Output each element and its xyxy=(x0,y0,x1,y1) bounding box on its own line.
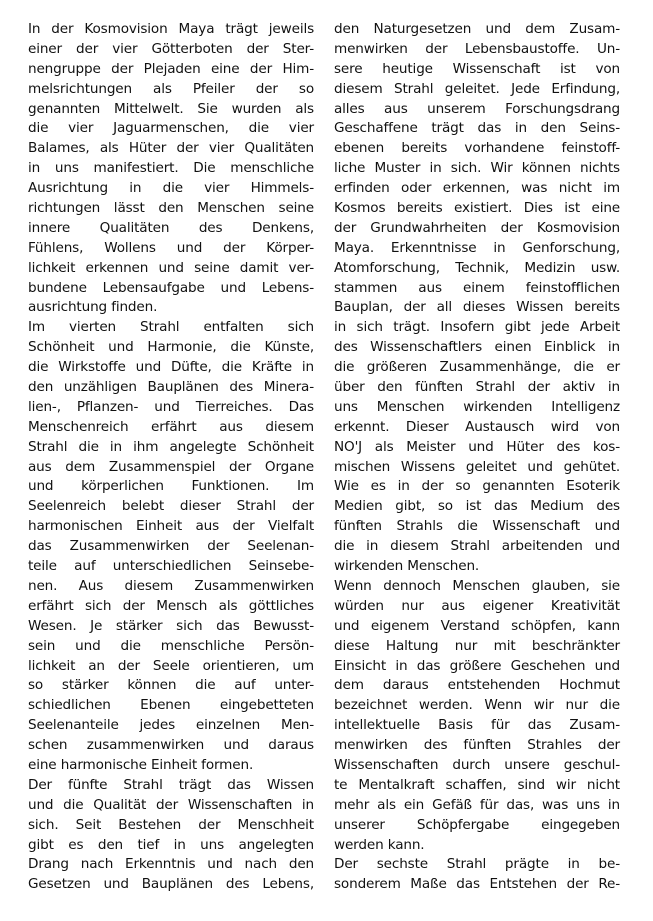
text-line: erfinden oder erkennen, was nicht im xyxy=(334,180,620,197)
text-line: den Naturgesetzen und dem Zusam- xyxy=(334,21,620,37)
text-line: werden kann. xyxy=(334,836,425,853)
text-line: erfährt sich der Mensch als göttliches xyxy=(28,597,314,614)
document-page xyxy=(28,20,626,893)
left-text-column xyxy=(28,20,314,895)
text-line: die Wirkstoffe und Düfte, die Kräfte in xyxy=(28,359,314,376)
text-line: und eigenem Verstand schöpfen, kann xyxy=(334,617,620,634)
right-text-column xyxy=(334,20,620,895)
text-line: lichkeit erkennen und seine damit ver- xyxy=(28,259,314,276)
text-line: aus dem Zusammenspiel der Organe xyxy=(28,458,314,475)
text-line: mehr als ein Gefäß für das, was uns in xyxy=(334,796,620,813)
text-line: sere heutige Wissenschaft ist von xyxy=(334,60,620,77)
text-line: erkennt. Dieser Austausch wird von xyxy=(334,418,620,435)
text-line: Medien gibt, so ist das Medium des xyxy=(334,498,620,515)
text-line: schiedlichen Ebenen eingebetteten xyxy=(28,697,314,714)
text-line: die in diesem Strahl arbeitenden und xyxy=(334,538,620,555)
text-line: diesem Strahl geleitet. Jede Erfindung, xyxy=(334,80,620,97)
text-line: nengruppe der Plejaden eine der Him- xyxy=(28,60,314,77)
text-line: Maya. Erkenntnisse in Genforschung, xyxy=(334,239,620,256)
text-line: Im vierten Strahl entfalten sich xyxy=(28,319,314,336)
text-line: liche Muster in sich. Wir können nichts xyxy=(334,160,620,177)
text-line: sonderem Maße das Entstehen der Re- xyxy=(334,876,620,893)
text-line: der Grundwahrheiten der Kosmovision xyxy=(334,219,620,236)
text-line: lien-, Pflanzen- und Tierreiches. Das xyxy=(28,398,314,415)
text-line: teile auf unterschiedlichen Seinsebe- xyxy=(28,558,314,575)
text-line: harmonischen Einheit aus der Vielfalt xyxy=(28,518,314,535)
text-line: Strahl die in ihm angelegte Schönheit xyxy=(28,438,314,455)
text-line: ebenen bereits vorhandene feinstoff- xyxy=(334,140,620,157)
text-line: Wenn dennoch Menschen glauben, sie xyxy=(334,577,620,594)
text-line: diese Haltung nur mit beschränkter xyxy=(334,637,620,654)
text-line: bundene Lebensaufgabe und Lebens- xyxy=(28,279,314,296)
text-line: und körperlichen Funktionen. Im xyxy=(28,478,314,495)
text-line: unserer Schöpfergabe eingegeben xyxy=(334,816,620,833)
text-line: Gesetzen und Bauplänen des Lebens, xyxy=(28,876,314,893)
text-line: in sich trägt. Insofern gibt jede Arbeit xyxy=(334,319,620,336)
text-line: Schönheit und Harmonie, die Künste, xyxy=(28,339,314,356)
text-line: bezeichnet werden. Wenn wir nur die xyxy=(334,697,620,714)
text-line: das Zusammenwirken der Seelenan- xyxy=(28,538,314,555)
text-line: menwirken des fünften Strahles der xyxy=(334,737,620,754)
text-line: einer der vier Götterboten der Ster- xyxy=(28,40,314,57)
text-line: in uns manifestiert. Die menschliche xyxy=(28,160,314,177)
text-line: Wie es in der so genannten Esoterik xyxy=(334,478,620,495)
text-line: nen. Aus diesem Zusammenwirken xyxy=(28,577,314,594)
text-line: wirkenden Menschen. xyxy=(334,558,480,575)
text-line: Wissenschaften durch unsere geschul- xyxy=(334,756,620,773)
text-line: Wesen. Je stärker sich das Bewusst- xyxy=(28,617,314,634)
text-line: sich. Seit Bestehen der Menschheit xyxy=(28,816,314,833)
text-line: den unzähligen Bauplänen des Minera- xyxy=(28,379,314,396)
text-line: genannten Mittelwelt. Sie wurden als xyxy=(28,100,314,117)
text-line: stammen aus einem feinstofflichen xyxy=(334,279,620,296)
text-line: gibt es den tief in uns angelegten xyxy=(28,836,314,853)
text-line: richtungen lässt den Menschen seine xyxy=(28,200,314,217)
text-line: sein und die menschliche Persön- xyxy=(28,637,314,654)
text-line: Einsicht in das größere Geschehen und xyxy=(334,657,620,674)
text-line: eine harmonische Einheit formen. xyxy=(28,756,254,773)
text-line: schen zusammenwirken und daraus xyxy=(28,737,314,754)
text-line: mischen Wissens geleitet und gehütet. xyxy=(334,458,620,475)
text-line: Seelenanteile jedes einzelnen Men- xyxy=(28,717,314,734)
text-line: lichkeit an der Seele orientieren, um xyxy=(28,657,314,674)
text-line: Der fünfte Strahl trägt das Wissen xyxy=(28,776,314,793)
text-line: Bauplan, der all dieses Wissen bereits xyxy=(334,299,620,316)
text-line: Ausrichtung in die vier Himmels- xyxy=(28,180,314,197)
text-line: Geschaffene trägt das in den Seins- xyxy=(334,120,620,137)
text-line: des Wissenschaftlers einen Einblick in xyxy=(334,339,620,356)
text-line: Seelenreich belebt dieser Strahl der xyxy=(28,498,314,515)
text-line: dem daraus entstehenden Hochmut xyxy=(334,677,620,694)
text-line: innere Qualitäten des Denkens, xyxy=(28,219,314,236)
text-line: Fühlens, Wollens und der Körper- xyxy=(28,239,314,256)
text-line: so stärker können die auf unter- xyxy=(28,677,314,694)
text-line: Kosmos bereits existiert. Dies ist eine xyxy=(334,200,620,217)
text-line: Drang nach Erkenntnis und nach den xyxy=(28,856,314,873)
text-line: ausrichtung finden. xyxy=(28,299,158,316)
text-line: Balames, als Hüter der vier Qualitäten xyxy=(28,140,314,157)
text-line: te Mentalkraft schaffen, sind wir nicht xyxy=(334,776,620,793)
text-line: die vier Jaguarmenschen, die vier xyxy=(28,120,314,137)
text-line: intellektuelle Basis für das Zusam- xyxy=(334,717,620,734)
text-line: uns Menschen wirkenden Intelligenz xyxy=(334,398,620,415)
text-line: NO'J als Meister und Hüter des kos- xyxy=(334,438,620,455)
text-line: würden nur aus eigener Kreativität xyxy=(334,597,620,614)
text-line: menwirken der Lebensbaustoffe. Un- xyxy=(334,40,620,57)
text-line: Atomforschung, Technik, Medizin usw. xyxy=(334,259,620,276)
text-line: die größeren Zusammenhänge, die er xyxy=(334,359,620,376)
text-line: über den fünften Strahl der aktiv in xyxy=(334,379,620,396)
text-line: In der Kosmovision Maya trägt jeweils xyxy=(28,21,314,37)
text-line: Menschenreich erfährt aus diesem xyxy=(28,418,314,435)
text-line: fünften Strahls die Wissenschaft und xyxy=(334,518,620,535)
text-line: Der sechste Strahl prägte in be- xyxy=(334,856,620,873)
text-line: und die Qualität der Wissenschaften in xyxy=(28,796,314,813)
text-line: melsrichtungen als Pfeiler der so xyxy=(28,80,314,97)
text-line: alles aus unserem Forschungsdrang xyxy=(334,100,620,117)
